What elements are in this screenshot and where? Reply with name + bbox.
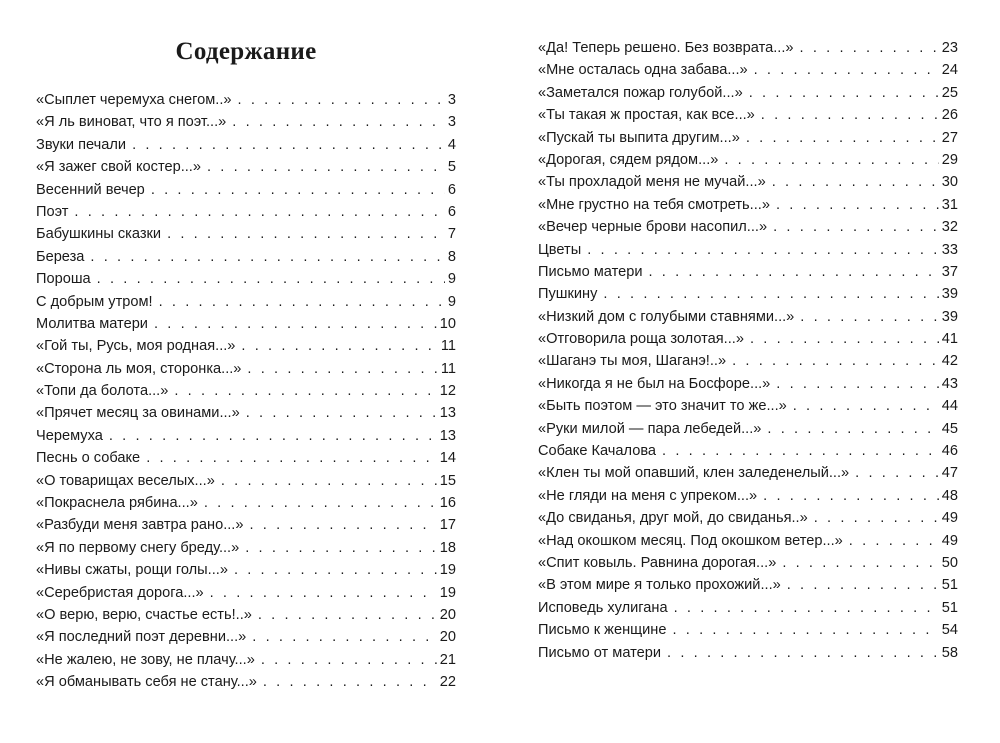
toc-entry-title: Черемуха [36,427,103,444]
toc-entry-title: Бабушкины сказки [36,226,162,243]
toc-entry [36,537,456,559]
toc-entry [36,604,456,626]
toc-entry-title: Береза [36,248,85,265]
toc-entry [36,425,456,447]
toc-dot-leader [232,111,445,133]
toc-entry-title: «Топи да болота...» [36,383,169,400]
toc-entry-page: 45 [941,420,958,437]
toc-entry-title: «Не гляди на меня с упреком...» [538,487,758,504]
toc-entry-page: 25 [941,84,958,101]
toc-entry-page: 39 [941,286,958,303]
toc-entry [36,89,456,111]
toc-entry [538,619,958,641]
toc-entry-page: 9 [447,271,456,288]
toc-entry [36,582,456,604]
toc-entry-page: 41 [941,331,958,348]
toc-dot-leader [261,649,437,671]
toc-entry-title: «Серебристая дорога...» [36,584,204,601]
toc-entry-page: 33 [941,241,958,258]
toc-entry [36,649,456,671]
toc-entry [538,373,958,395]
toc-entry-page: 51 [941,577,958,594]
toc-entry-page: 54 [941,622,958,639]
toc-entry [538,59,958,81]
toc-entry-title: «Никогда я не был на Босфоре...» [538,375,771,392]
toc-dot-leader [746,127,939,149]
toc-entry [36,134,456,156]
toc-dot-leader [167,223,445,245]
toc-dot-leader [603,283,938,305]
toc-entry [538,127,958,149]
toc-dot-leader [855,462,939,484]
toc-entry-title: «Ты прохладой меня не мучай...» [538,174,766,191]
toc-entry [538,485,958,507]
toc-entry [36,626,456,648]
toc-entry-title: «Ты такая ж простая, как все...» [538,107,755,124]
toc-dot-leader [667,642,939,664]
toc-entry-title: «Прячет месяц за овинами...» [36,405,240,422]
toc-entry-page: 19 [439,562,456,579]
toc-entry [538,350,958,372]
toc-dot-leader [662,440,939,462]
toc-entry-title: «О товарищах веселых...» [36,472,215,489]
toc-entry [538,37,958,59]
toc-entry-title: Собаке Качалова [538,443,657,460]
toc-entry [36,514,456,536]
toc-entry-title: «Над окошком месяц. Под окошком ветер...» [538,532,843,549]
toc-dot-leader [210,582,437,604]
toc-entry-page: 18 [439,539,456,556]
toc-dot-leader [674,597,939,619]
toc-entry-title: «Я зажег свой костер...» [36,159,201,176]
toc-entry-title: «Гой ты, Русь, моя родная...» [36,338,236,355]
toc-entry [538,306,958,328]
toc-entry-title: «Покраснела рябина...» [36,495,198,512]
toc-entry-page: 31 [941,196,958,213]
toc-dot-leader [97,268,445,290]
toc-dot-leader [782,552,938,574]
toc-entry [36,447,456,469]
toc-entry [538,642,958,664]
toc-entry-page: 3 [447,114,456,131]
toc-dot-leader [749,82,939,104]
toc-entry [36,470,456,492]
toc-entry-page: 10 [439,315,456,332]
toc-entry-page: 49 [941,532,958,549]
toc-dot-leader [814,507,939,529]
toc-dot-leader [750,328,939,350]
toc-entry-page: 6 [447,203,456,220]
toc-entry-page: 32 [941,219,958,236]
toc-entry-page: 19 [439,584,456,601]
toc-entry-page: 49 [941,510,958,527]
toc-entry-title: «Отговорила роща золотая...» [538,331,744,348]
toc-entry-title: Поэт [36,203,69,220]
toc-entry-title: «До свиданья, друг мой, до свиданья..» [538,510,808,527]
toc-entry-title: «Руки милой — пара лебедей...» [538,420,762,437]
toc-dot-leader [258,604,437,626]
toc-entry [538,507,958,529]
toc-entry-page: 3 [447,92,456,108]
toc-entry [538,82,958,104]
toc-entry-page: 11 [440,360,456,377]
toc-dot-leader [90,246,444,268]
toc-entry [538,216,958,238]
toc-entry-title: «Я ль виноват, что я поэт...» [36,114,227,131]
toc-entry [36,671,456,693]
toc-entry-page: 8 [447,248,456,265]
toc-entry [538,395,958,417]
toc-dot-leader [754,59,939,81]
toc-dot-leader [246,402,437,424]
toc-entry-title: «Мне грустно на тебя смотреть...» [538,196,770,213]
toc-dot-leader [263,671,437,693]
toc-entry [538,530,958,552]
toc-dot-leader [672,619,938,641]
toc-entry-title: «О верю, верю, счастье есть!..» [36,606,252,623]
toc-entry-page: 43 [941,375,958,392]
toc-dot-leader [587,239,939,261]
toc-entry-title: «Нивы сжаты, рощи голы...» [36,562,228,579]
toc-entry [36,268,456,290]
toc-entry [538,462,958,484]
toc-entry-page: 50 [941,554,958,571]
toc-entry-title: «Мне осталась одна забава...» [538,62,748,79]
toc-list-right [538,37,958,664]
toc-entry [538,574,958,596]
toc-entry-page: 14 [439,450,456,467]
toc-entry-page: 17 [439,517,456,534]
toc-dot-leader [800,37,939,59]
toc-dot-leader [74,201,444,223]
toc-dot-leader [767,418,938,440]
toc-entry-title: Весенний вечер [36,181,145,198]
toc-dot-leader [132,134,445,156]
toc-entry [36,313,456,335]
toc-entry [538,283,958,305]
toc-list-left [36,89,456,694]
toc-entry [538,440,958,462]
toc-entry-title: «Шаганэ ты моя, Шаганэ!..» [538,353,727,370]
toc-entry-page: 58 [941,644,958,661]
toc-entry [36,291,456,313]
toc-dot-leader [732,350,939,372]
toc-entry-title: «Клен ты мой опавший, клен заледенелый...» [538,465,850,482]
toc-entry-page: 24 [941,62,958,79]
toc-entry [36,179,456,201]
toc-entry-page: 9 [447,293,456,310]
toc-entry-title: С добрым утром! [36,293,153,310]
toc-dot-leader [849,530,939,552]
toc-entry [36,223,456,245]
toc-dot-leader [787,574,939,596]
toc-entry [36,156,456,178]
toc-dot-leader [763,485,939,507]
toc-entry [538,597,958,619]
toc-entry-page: 48 [941,487,958,504]
toc-entry-title: Пушкину [538,286,598,303]
toc-entry-title: Песнь о собаке [36,450,141,467]
toc-dot-leader [151,179,445,201]
toc-dot-leader [234,559,437,581]
toc-dot-leader [793,395,939,417]
toc-entry-page: 13 [439,427,456,444]
toc-dot-leader [238,89,445,111]
toc-entry-title: «Пускай ты выпита другим...» [538,129,740,146]
toc-dot-leader [724,149,938,171]
toc-dot-leader [207,156,445,178]
toc-entry-title: «Я обманывать себя не стану...» [36,674,257,691]
toc-entry-title: «Я последний поэт деревни...» [36,629,247,646]
toc-entry-page: 46 [941,443,958,460]
toc-entry-title: Письмо от матери [538,644,662,661]
toc-entry [36,559,456,581]
toc-entry-title: Цветы [538,241,582,258]
toc-entry-page: 20 [439,629,456,646]
toc-entry [538,171,958,193]
toc-entry-page: 51 [941,599,958,616]
toc-entry-title: «Спит ковыль. Равнина дорогая...» [538,554,777,571]
toc-entry [36,402,456,424]
toc-entry [538,418,958,440]
toc-dot-leader [241,335,437,357]
toc-entry [538,261,958,283]
toc-entry-title: Письмо к женщине [538,622,667,639]
page-title: Содержание [175,38,317,65]
toc-entry-title: Звуки печали [36,136,127,153]
toc-entry-title: «Заметался пожар голубой...» [538,84,743,101]
toc-dot-leader [648,261,938,283]
toc-entry [36,358,456,380]
toc-dot-leader [245,537,437,559]
toc-entry-page: 37 [941,263,958,280]
toc-dot-leader [773,216,939,238]
toc-dot-leader [174,380,436,402]
toc-entry-page: 5 [447,159,456,176]
toc-entry-page: 4 [447,136,456,153]
toc-entry-title: «Разбуди меня завтра рано...» [36,517,244,534]
toc-entry-page: 30 [941,174,958,191]
toc-dot-leader [776,373,938,395]
toc-entry [36,335,456,357]
toc-dot-leader [252,626,437,648]
toc-entry-title: Исповедь хулигана [538,599,668,616]
toc-entry-page: 16 [439,495,456,512]
toc-entry [538,239,958,261]
toc-entry-page: 11 [440,338,456,355]
toc-entry [36,111,456,133]
toc-entry-page: 47 [941,465,958,482]
toc-entry-page: 42 [941,353,958,370]
toc-entry-page: 39 [941,308,958,325]
toc-entry [36,492,456,514]
toc-entry-page: 6 [447,181,456,198]
toc-entry [36,246,456,268]
toc-dot-leader [154,313,437,335]
toc-entry-title: «Дорогая, сядем рядом...» [538,151,719,168]
toc-entry [538,194,958,216]
toc-entry [538,149,958,171]
toc-entry-title: «Сторона ль моя, сторонка...» [36,360,242,377]
toc-dot-leader [772,171,939,193]
toc-entry [538,552,958,574]
toc-entry-title: «Низкий дом с голубыми ставнями...» [538,308,795,325]
toc-entry-page: 26 [941,107,958,124]
toc-entry-page: 15 [439,472,456,489]
toc-entry-page: 13 [439,405,456,422]
toc-dot-leader [800,306,938,328]
toc-entry-title: «В этом мире я только прохожий...» [538,577,781,594]
toc-entry-page: 44 [941,398,958,415]
toc-entry-title: «Не жалею, не зову, не плачу...» [36,651,255,668]
toc-entry-page: 27 [941,129,958,146]
toc-entry-page: 20 [439,606,456,623]
toc-entry [538,104,958,126]
toc-entry-title: «Да! Теперь решено. Без возврата...» [538,40,794,56]
toc-entry-page: 29 [941,151,958,168]
toc-entry [538,328,958,350]
toc-entry-title: Письмо матери [538,263,643,280]
toc-entry [36,380,456,402]
toc-dot-leader [159,291,445,313]
toc-dot-leader [249,514,436,536]
toc-entry-title: «Я по первому снегу бреду...» [36,539,240,556]
toc-entry-page: 12 [439,383,456,400]
toc-entry-title: Пороша [36,271,91,288]
toc-entry-title: Молитва матери [36,315,148,332]
toc-entry [36,201,456,223]
toc-entry-title: «Быть поэтом — это значит то же...» [538,398,787,415]
toc-entry-title: «Сыплет черемуха снегом..» [36,92,232,108]
toc-entry-page: 7 [447,226,456,243]
toc-dot-leader [221,470,437,492]
toc-dot-leader [146,447,437,469]
toc-dot-leader [776,194,939,216]
toc-dot-leader [109,425,437,447]
toc-entry-page: 22 [439,674,456,691]
toc-entry-page: 23 [941,40,958,56]
toc-dot-leader [204,492,437,514]
toc-dot-leader [247,358,437,380]
toc-dot-leader [761,104,939,126]
toc-entry-page: 21 [439,651,456,668]
toc-entry-title: «Вечер черные брови насопил...» [538,219,768,236]
